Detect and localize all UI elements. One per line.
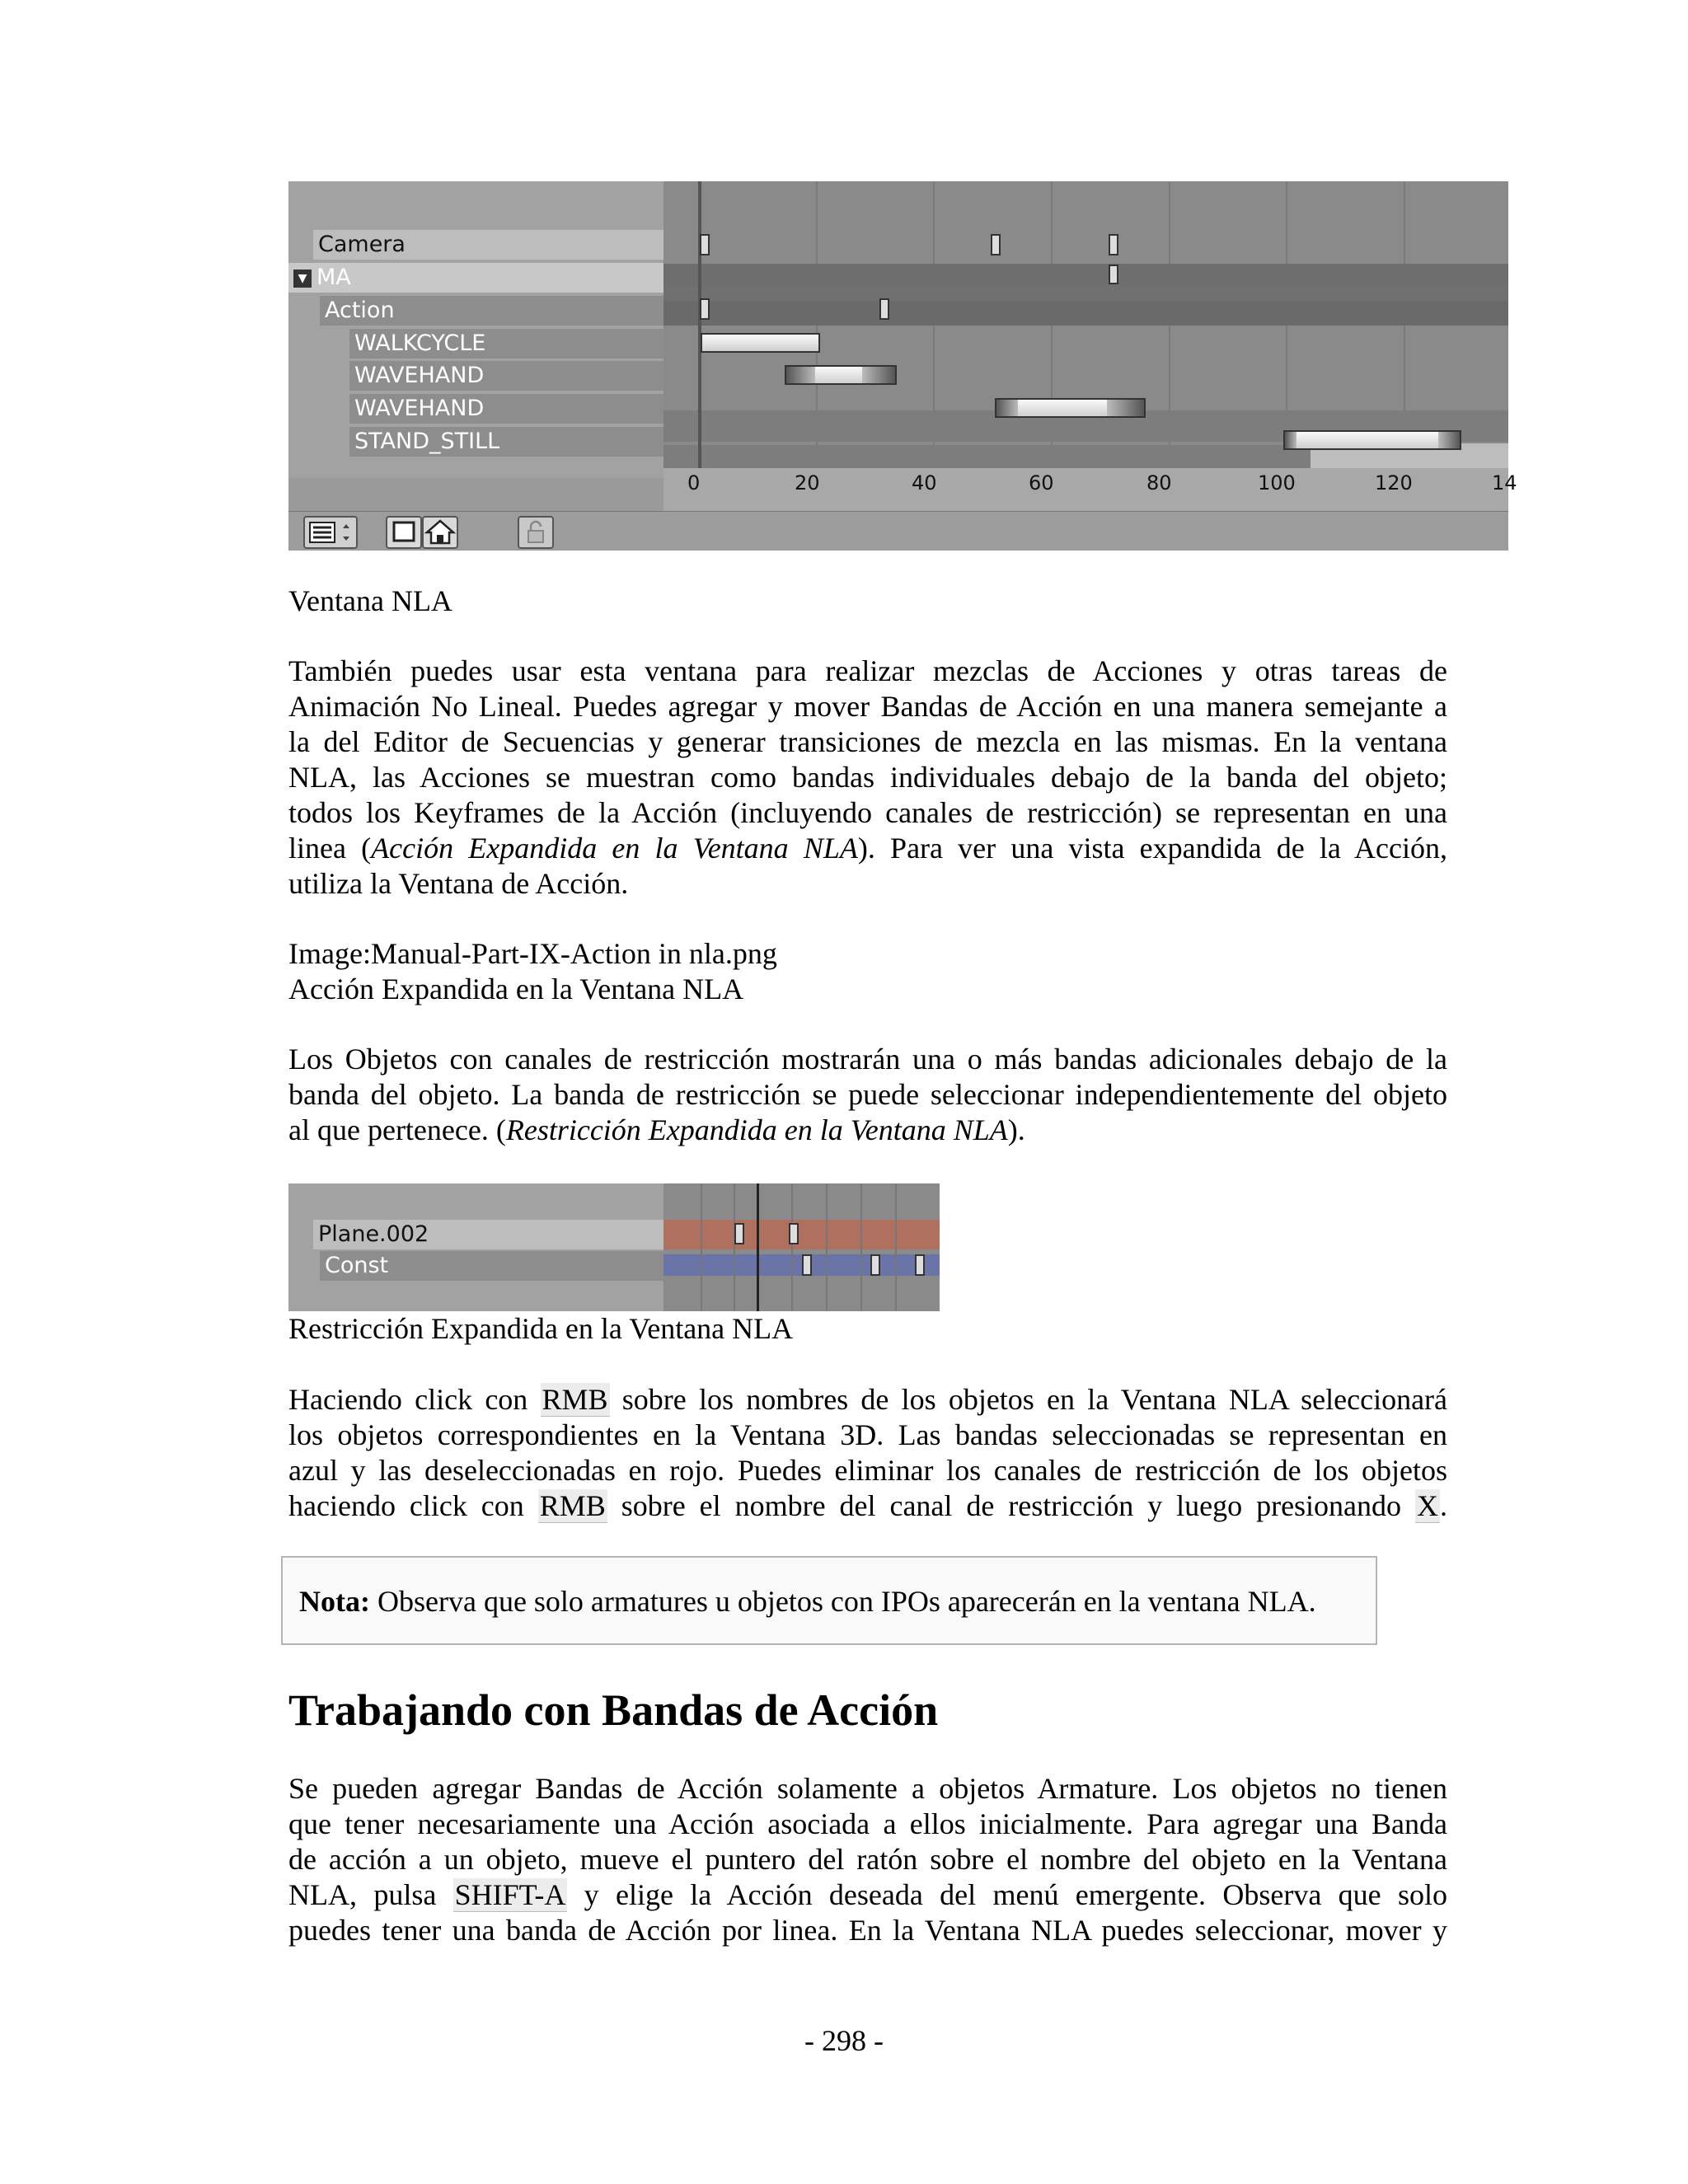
expand-triangle-icon[interactable]: ▼ [293,269,312,288]
text-line: banda del objeto. La banda de restricción se puede seleccionar independientemente del objeto [288,1078,1447,1111]
grid-line [701,1183,702,1311]
ruler-tick-label: 80 [1146,471,1172,494]
grid-line [895,1183,897,1311]
nla-header-toolbar [288,511,1508,551]
action-strip-stand-still[interactable] [1283,430,1461,450]
action-strip-wavehand-1[interactable] [785,365,897,385]
channel-label: Plane.002 [318,1221,429,1247]
ruler-tick-label: 14 [1492,471,1517,494]
object-row-band-red [663,1220,940,1249]
key-hint: X [1417,1489,1438,1522]
ruler-tick-label: 120 [1375,471,1413,494]
keyframe[interactable] [991,234,1001,255]
channel-label: Camera [318,232,406,257]
note-text [299,1584,1316,1619]
blend-out-ramp [862,367,895,383]
text-run: Haciendo click con [288,1383,541,1416]
keyframe[interactable] [789,1223,799,1244]
current-frame-line[interactable] [757,1183,759,1311]
text-run: sobre el nombre del canal de restricción y luego presionando [607,1489,1415,1522]
channel-label: Action [325,298,395,323]
keyframe[interactable] [802,1254,812,1276]
ruler-tick-label: 40 [912,471,937,494]
channel-plane[interactable] [313,1220,663,1249]
keyframe[interactable] [734,1223,744,1244]
channel-action[interactable] [320,296,663,326]
keyframe[interactable] [879,298,889,320]
key-hint: RMB [539,1489,606,1522]
text-line: Los Objetos con canales de restricción mostrarán una o más bandas adicionales debajo de la [288,1043,1447,1076]
text-line: de acción a un objeto, mueve el puntero del ratón sobre el nombre del objeto en la Ventana [288,1843,1447,1876]
window-type-menu[interactable] [303,516,358,549]
keyframe[interactable] [700,298,710,320]
text-run: ). [1007,1113,1025,1146]
blend-in-ramp [996,400,1018,416]
note-label: Nota: [299,1585,370,1618]
channel-label: WAVEHAND [354,363,485,388]
text-run: NLA, pulsa [288,1878,453,1911]
blend-out-ramp [1438,432,1460,448]
key-hint: SHIFT-A [454,1878,566,1911]
grid-line [860,1183,862,1311]
square-icon [387,518,420,547]
strip-wavehand-1[interactable] [349,361,663,391]
text-line [288,831,1447,866]
text-line: la del Editor de Secuencias y generar transiciones de mezcla en las mismas. En la ventana [288,725,1447,758]
keyframe[interactable] [915,1254,925,1276]
paragraph [288,1771,1447,1948]
channel-camera[interactable] [313,230,663,260]
text-run: al que pertenece. ( [288,1113,506,1146]
channel-ma[interactable] [288,263,663,293]
figure-reference: Restricción Expandida en la Ventana NLA [505,1113,1008,1146]
image-reference-caption: Acción Expandida en la Ventana NLA [288,972,744,1005]
text-run: sobre los nombres de los objetos en la Ventana NLA seleccionará [609,1383,1448,1416]
lock-button[interactable] [518,516,554,549]
image-reference: Image:Manual-Part-IX-Action in nla.png [288,937,777,970]
channel-label: STAND_STILL [354,429,500,454]
keyframe[interactable] [870,1254,880,1276]
text-line: los objetos correspondientes en la Ventana 3D. Las bandas seleccionadas se representan en [288,1418,1447,1451]
ruler-tick-label: 60 [1029,471,1054,494]
text-line: Se pueden agregar Bandas de Acción solamente a objetos Armature. Los objetos no tienen [288,1772,1447,1805]
ma-row-band [663,264,1508,285]
ruler-tick-label: 100 [1258,471,1296,494]
grid-line [826,1183,828,1311]
text-run: linea ( [288,832,372,865]
keyframe[interactable] [1109,234,1118,255]
keyframe[interactable] [1109,265,1118,284]
channel-label: WALKCYCLE [354,330,486,356]
text-run: . [1440,1489,1447,1522]
text-line [288,1113,1447,1148]
text-line: Animación No Lineal. Puedes agregar y mover Bandas de Acción en una manera semejante a [288,690,1447,723]
text-line: todos los Keyframes de la Acción (incluyendo canales de restricción) se representan en una [288,796,1447,829]
channel-label: MA [316,265,351,290]
text-line: También puedes usar esta ventana para realizar mezclas de Acciones y otras tareas de [288,654,1447,687]
strip-walkcycle[interactable] [349,329,663,359]
strip-stand-still[interactable] [349,427,663,457]
nla-window-icon [305,518,356,547]
text-line: puedes tener una banda de Acción por linea. En la Ventana NLA puedes seleccionar, mover y [288,1914,1447,1947]
view-all-button[interactable] [386,516,422,549]
blend-out-ramp [1107,400,1144,416]
text-run: ). Para ver una vista expandida de la Acción, [857,832,1448,865]
action-strip-wavehand-2[interactable] [995,398,1146,418]
nla-constraint-figure [288,1183,940,1311]
lock-icon [519,518,552,547]
text-line [288,1382,1447,1418]
current-frame-line[interactable] [698,181,701,468]
grid-line [791,1183,793,1311]
ruler-tick-label: 0 [687,471,701,494]
text-line [288,1877,1447,1913]
key-hint: RMB [542,1383,608,1416]
action-row-band [663,301,1508,326]
blend-in-ramp [786,367,815,383]
paragraph [288,1382,1447,1524]
text-run: y elige la Acción deseada del menú emergente. Observa que solo [567,1878,1447,1911]
paragraph [288,1042,1447,1148]
figure-caption: Ventana NLA [288,584,452,617]
text-line: utiliza la Ventana de Acción. [288,867,629,900]
channel-label: WAVEHAND [354,396,485,421]
figure-reference: Acción Expandida en la Ventana NLA [371,832,858,865]
page-number: - 298 - [804,2024,884,2057]
ruler-tick-label: 20 [795,471,820,494]
text-line: azul y las deseleccionadas en rojo. Puedes eliminar los canales de restricción de los objetos [288,1454,1447,1487]
note-box [281,1556,1377,1645]
text-line: que tener necesariamente una Acción asociada a ellos inicialmente. Para agregar una Banda [288,1807,1447,1840]
home-button[interactable] [422,516,458,549]
text-run: haciendo click con [288,1489,538,1522]
figure-caption: Restricción Expandida en la Ventana NLA [288,1312,794,1345]
nla-window-figure [288,181,1517,550]
text-line [288,1488,1447,1524]
channel-const[interactable] [320,1251,663,1281]
strip-wavehand-2[interactable] [349,394,663,424]
grid-line [734,1183,735,1311]
text-line: NLA, las Acciones se muestran como bandas individuales debajo de la banda del objeto; [288,761,1447,794]
action-strip-walkcycle[interactable] [701,333,820,353]
section-heading: Trabajando con Bandas de Acción [288,1685,939,1735]
home-icon [424,518,457,547]
paragraph [288,654,1447,902]
note-body: Observa que solo armatures u objetos con IPOs aparecerán en la ventana NLA. [369,1585,1316,1618]
blend-in-ramp [1285,432,1296,448]
keyframe[interactable] [700,234,710,255]
channel-label: Const [325,1253,389,1278]
